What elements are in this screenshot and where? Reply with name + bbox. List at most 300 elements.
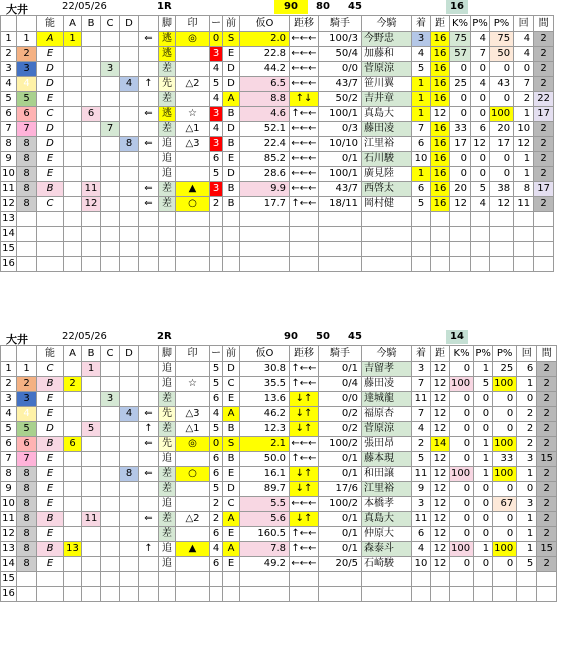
header-p: P%: [474, 346, 493, 362]
cell-kyori: ←←←: [290, 152, 319, 167]
cell-kishu: 0/1: [319, 152, 362, 167]
cell-a: [64, 257, 82, 272]
cell-kan: 2: [537, 392, 557, 407]
cell-kai: 2: [517, 422, 537, 437]
cell-mae: E: [223, 152, 240, 167]
cell-odds: 46.2: [240, 407, 290, 422]
header-n: [1, 346, 17, 362]
table-row: [1, 167, 554, 182]
cell-shirushi: ▲: [176, 182, 210, 197]
cell-c: 3: [101, 62, 120, 77]
cell-k: 33: [450, 122, 471, 137]
cell-odds: 8.8: [240, 92, 290, 107]
cell-c: [101, 407, 120, 422]
header-mae: 前: [223, 346, 240, 362]
cell-ima: 張田昂: [362, 437, 412, 452]
cell-p: 0: [474, 527, 493, 542]
cell-kan: 2: [537, 497, 557, 512]
cell-ima: 真島大: [362, 512, 412, 527]
cell-k: [450, 242, 471, 257]
header-shirushi: 印: [176, 16, 210, 32]
cell-kai: 1: [514, 167, 534, 182]
cell-odds: 35.5: [240, 377, 290, 392]
cell-kan: 2: [537, 557, 557, 572]
cell-odds: [240, 242, 290, 257]
cell-c: [101, 527, 120, 542]
cell-arrow: [139, 482, 159, 497]
cell-chaku: 4: [412, 422, 431, 437]
table-row: [1, 422, 557, 437]
cell-dash: [210, 242, 223, 257]
cell-kyaku: 差: [159, 527, 176, 542]
cell-kyaku: 差: [159, 512, 176, 527]
cell-arrow: [139, 257, 159, 272]
cell-mae: E: [223, 47, 240, 62]
cell-a: [64, 227, 82, 242]
cell-kan: [534, 227, 554, 242]
cell-b: [82, 242, 101, 257]
header-shirushi: 印: [176, 346, 210, 362]
cell-ima: 石川駿: [362, 152, 412, 167]
cell-kan: 2: [534, 152, 554, 167]
cell-kishu: 0/3: [319, 122, 362, 137]
cell-a: [64, 482, 82, 497]
cell-p: 1: [474, 542, 493, 557]
cell-kyori: ←←←: [290, 77, 319, 92]
cell-k: 0: [450, 557, 474, 572]
cell-n: 14: [1, 227, 17, 242]
cell-f: 7: [17, 452, 37, 467]
cell-kai: [517, 572, 537, 587]
cell-kyaku: 追: [159, 557, 176, 572]
cell-chaku: 9: [412, 482, 431, 497]
cell-arrow: ⇐: [139, 467, 159, 482]
cell-shirushi: [176, 452, 210, 467]
cell-kyori: ↑←←: [290, 107, 319, 122]
cell-mae: [223, 242, 240, 257]
table-row: [1, 572, 557, 587]
cell-b: [82, 377, 101, 392]
cell-arrow: [139, 152, 159, 167]
cell-kyori: ←←←: [290, 557, 319, 572]
cell-c: [101, 47, 120, 62]
cell-f: 8: [17, 182, 37, 197]
cell-kai: 0: [517, 392, 537, 407]
cell-kyaku: 先: [159, 437, 176, 452]
header-c: C: [101, 16, 120, 32]
cell-a: 2: [64, 377, 82, 392]
header-odds: 仮O: [240, 346, 290, 362]
cell-kyaku: 逃: [159, 47, 176, 62]
cell-f: 4: [17, 407, 37, 422]
cell-n: 12: [1, 527, 17, 542]
cell-chaku: [412, 227, 431, 242]
cell-kyori: ←←←: [290, 437, 319, 452]
cell-p: [471, 227, 490, 242]
cell-dash: 5: [210, 482, 223, 497]
cell-shirushi: [176, 47, 210, 62]
cell-f: [17, 242, 37, 257]
cell-k: 0: [450, 422, 474, 437]
cell-dist: [431, 587, 450, 602]
cell-f: 2: [17, 377, 37, 392]
cell-kan: 2: [537, 512, 557, 527]
cell-shirushi: [176, 482, 210, 497]
cell-dash: 4: [210, 122, 223, 137]
cell-odds: 2.1: [240, 437, 290, 452]
cell-odds: 5.6: [240, 512, 290, 527]
cell-dist: 12: [431, 392, 450, 407]
cell-p: 0: [474, 557, 493, 572]
cell-d: [120, 392, 139, 407]
cell-ima: [362, 257, 412, 272]
cell-b: [82, 47, 101, 62]
cell-p2: 0: [490, 152, 514, 167]
cell-ima: 福原杏: [362, 407, 412, 422]
cell-p2: 100: [493, 437, 517, 452]
cell-shirushi: [176, 62, 210, 77]
cell-a: [64, 452, 82, 467]
cell-b: [82, 557, 101, 572]
cell-kai: 1: [517, 527, 537, 542]
cell-a: [64, 107, 82, 122]
cell-kai: 4: [514, 32, 534, 47]
cell-k: 0: [450, 512, 474, 527]
cell-odds: [240, 227, 290, 242]
race-number: 1R: [157, 1, 172, 12]
cell-ima: [362, 212, 412, 227]
cell-kishu: 0/1: [319, 542, 362, 557]
cell-arrow: [139, 212, 159, 227]
cell-p: 0: [474, 407, 493, 422]
threshold-80: 80: [316, 1, 330, 12]
cell-ima: 藤本現: [362, 452, 412, 467]
cell-mae: B: [223, 452, 240, 467]
cell-a: [64, 512, 82, 527]
cell-f: 1: [17, 362, 37, 377]
cell-k: 57: [450, 47, 471, 62]
cell-nou: E: [37, 497, 64, 512]
table-row: [1, 182, 554, 197]
cell-kishu: 100/2: [319, 497, 362, 512]
cell-kishu: [319, 227, 362, 242]
cell-nou: B: [37, 542, 64, 557]
cell-dash: 5: [210, 77, 223, 92]
cell-kai: 1: [517, 467, 537, 482]
cell-dash: 2: [210, 197, 223, 212]
cell-dist: 16: [431, 47, 450, 62]
cell-d: [120, 152, 139, 167]
cell-p2: 0: [493, 557, 517, 572]
cell-nou: B: [37, 512, 64, 527]
cell-n: 11: [1, 512, 17, 527]
cell-f: 8: [17, 467, 37, 482]
cell-dist: 12: [431, 422, 450, 437]
cell-p: 0: [474, 482, 493, 497]
cell-dist: [431, 242, 450, 257]
cell-b: [82, 62, 101, 77]
cell-dash: [210, 587, 223, 602]
cell-f: 5: [17, 422, 37, 437]
cell-c: [101, 362, 120, 377]
cell-a: [64, 137, 82, 152]
header-ima: 今騎: [362, 16, 412, 32]
cell-kyori: ←←←: [290, 137, 319, 152]
cell-b: [82, 452, 101, 467]
header-kyori: 距移: [290, 346, 319, 362]
cell-ima: [362, 587, 412, 602]
header-d: D: [120, 346, 139, 362]
cell-dash: 4: [210, 92, 223, 107]
cell-n: 10: [1, 167, 17, 182]
table-row: [1, 407, 557, 422]
cell-kai: 6: [517, 362, 537, 377]
cell-kan: 2: [537, 482, 557, 497]
cell-d: [120, 587, 139, 602]
cell-ima: 和田譲: [362, 467, 412, 482]
cell-kyaku: 差: [159, 122, 176, 137]
table-row: [1, 77, 554, 92]
cell-f: 2: [17, 47, 37, 62]
cell-f: 8: [17, 527, 37, 542]
cell-kyaku: [159, 257, 176, 272]
cell-ima: 西啓太: [362, 182, 412, 197]
cell-kishu: 0/1: [319, 362, 362, 377]
header-dist: 距: [431, 16, 450, 32]
table-row: [1, 32, 554, 47]
cell-kyaku: 追: [159, 497, 176, 512]
cell-kishu: [319, 242, 362, 257]
cell-a: [64, 92, 82, 107]
cell-p2: 0: [493, 527, 517, 542]
cell-dash: 6: [210, 392, 223, 407]
cell-nou: D: [37, 137, 64, 152]
cell-d: 8: [120, 467, 139, 482]
cell-shirushi: △3: [176, 137, 210, 152]
cell-nou: C: [37, 362, 64, 377]
cell-k: [450, 587, 474, 602]
cell-b: 5: [82, 422, 101, 437]
cell-kyaku: 先: [159, 77, 176, 92]
cell-kyaku: 差: [159, 62, 176, 77]
cell-arrow: [139, 242, 159, 257]
cell-odds: 30.8: [240, 362, 290, 377]
cell-p: 0: [474, 497, 493, 512]
cell-f: 8: [17, 497, 37, 512]
cell-f: 5: [17, 92, 37, 107]
cell-dist: 16: [431, 92, 450, 107]
cell-arrow: [139, 572, 159, 587]
cell-dist: 12: [431, 362, 450, 377]
cell-f: 8: [17, 152, 37, 167]
cell-p: 1: [474, 452, 493, 467]
cell-p: 4: [471, 32, 490, 47]
cell-n: 14: [1, 557, 17, 572]
distance-header: 16: [446, 0, 468, 14]
cell-p: 0: [471, 167, 490, 182]
cell-p: 0: [471, 107, 490, 122]
cell-c: [101, 242, 120, 257]
cell-chaku: 7: [412, 407, 431, 422]
cell-odds: 89.7: [240, 482, 290, 497]
cell-dash: [210, 227, 223, 242]
cell-kishu: 0/0: [319, 392, 362, 407]
cell-c: [101, 257, 120, 272]
cell-a: [64, 497, 82, 512]
cell-b: [82, 257, 101, 272]
cell-kai: 12: [514, 137, 534, 152]
cell-shirushi: △1: [176, 122, 210, 137]
cell-k: 0: [450, 152, 471, 167]
cell-arrow: [139, 392, 159, 407]
cell-k: [450, 212, 471, 227]
cell-ima: 吉井章: [362, 92, 412, 107]
header-c: C: [101, 346, 120, 362]
cell-kan: 17: [534, 107, 554, 122]
cell-odds: 9.9: [240, 182, 290, 197]
cell-nou: D: [37, 122, 64, 137]
cell-kyori: ←←←: [290, 62, 319, 77]
cell-d: [120, 437, 139, 452]
cell-d: [120, 122, 139, 137]
cell-arrow: [139, 362, 159, 377]
cell-mae: A: [223, 92, 240, 107]
cell-p2: [490, 242, 514, 257]
cell-odds: [240, 587, 290, 602]
cell-dash: 5: [210, 422, 223, 437]
cell-odds: [240, 212, 290, 227]
cell-ima: [362, 242, 412, 257]
cell-arrow: [139, 377, 159, 392]
cell-kai: 1: [517, 377, 537, 392]
cell-kyaku: 追: [159, 452, 176, 467]
cell-nou: C: [37, 107, 64, 122]
cell-nou: [37, 212, 64, 227]
venue-label: 大井: [6, 3, 28, 16]
cell-k: 0: [450, 437, 474, 452]
cell-dist: 12: [431, 557, 450, 572]
cell-kyaku: 先: [159, 407, 176, 422]
cell-d: [120, 557, 139, 572]
cell-shirushi: ▲: [176, 542, 210, 557]
cell-n: 10: [1, 497, 17, 512]
cell-nou: [37, 572, 64, 587]
cell-dist: 16: [431, 137, 450, 152]
cell-n: 1: [1, 362, 17, 377]
cell-mae: A: [223, 542, 240, 557]
cell-kan: 2: [534, 122, 554, 137]
cell-a: [64, 587, 82, 602]
threshold-90: 90: [274, 0, 308, 14]
cell-mae: D: [223, 482, 240, 497]
cell-p2: 38: [490, 182, 514, 197]
header-odds: 仮O: [240, 16, 290, 32]
table-row: [1, 362, 557, 377]
race-table: [0, 15, 554, 272]
cell-dist: 12: [431, 497, 450, 512]
table-row: [1, 242, 554, 257]
cell-k: 0: [450, 482, 474, 497]
header-kyori: 距移: [290, 16, 319, 32]
cell-kyori: ←←←: [290, 122, 319, 137]
cell-d: [120, 242, 139, 257]
cell-nou: [37, 257, 64, 272]
cell-f: 8: [17, 137, 37, 152]
table-row: [1, 467, 557, 482]
cell-kyaku: [159, 227, 176, 242]
cell-chaku: 5: [412, 452, 431, 467]
cell-f: [17, 257, 37, 272]
cell-kishu: 100/2: [319, 437, 362, 452]
cell-odds: 28.6: [240, 167, 290, 182]
cell-a: [64, 422, 82, 437]
cell-kan: 17: [534, 182, 554, 197]
cell-kishu: 18/11: [319, 197, 362, 212]
cell-dash: 3: [210, 47, 223, 62]
header-nou: 能: [37, 346, 64, 362]
cell-a: [64, 62, 82, 77]
cell-p: 4: [471, 197, 490, 212]
cell-chaku: 5: [412, 197, 431, 212]
cell-dash: 3: [210, 182, 223, 197]
table-row: [1, 512, 557, 527]
cell-p: 1: [474, 362, 493, 377]
cell-a: 13: [64, 542, 82, 557]
cell-k: 0: [450, 527, 474, 542]
cell-nou: D: [37, 62, 64, 77]
cell-shirushi: [176, 212, 210, 227]
cell-kyori: ←←←: [290, 167, 319, 182]
race-date: 22/05/26: [62, 1, 107, 12]
cell-p2: 75: [490, 32, 514, 47]
cell-chaku: [412, 572, 431, 587]
cell-kan: 15: [537, 542, 557, 557]
cell-n: 13: [1, 542, 17, 557]
cell-k: 0: [450, 107, 471, 122]
cell-a: [64, 467, 82, 482]
cell-shirushi: ☆: [176, 377, 210, 392]
cell-a: [64, 407, 82, 422]
cell-kyaku: 差: [159, 182, 176, 197]
cell-mae: B: [223, 107, 240, 122]
cell-arrow: [139, 587, 159, 602]
cell-shirushi: △2: [176, 512, 210, 527]
header-chaku: 着: [412, 346, 431, 362]
table-row: [1, 452, 557, 467]
cell-k: 100: [450, 542, 474, 557]
cell-mae: D: [223, 167, 240, 182]
venue-label: 大井: [6, 333, 28, 346]
cell-dash: 6: [210, 152, 223, 167]
cell-ima: 達城龍: [362, 392, 412, 407]
cell-kan: [534, 257, 554, 272]
cell-n: 6: [1, 437, 17, 452]
cell-kyori: [290, 242, 319, 257]
cell-kai: 11: [514, 197, 534, 212]
cell-chaku: 7: [412, 122, 431, 137]
cell-kai: 0: [517, 482, 537, 497]
cell-c: [101, 452, 120, 467]
cell-n: 13: [1, 212, 17, 227]
cell-mae: D: [223, 62, 240, 77]
cell-p2: 33: [493, 452, 517, 467]
cell-nou: E: [37, 452, 64, 467]
cell-odds: 49.2: [240, 557, 290, 572]
cell-c: [101, 197, 120, 212]
cell-c: [101, 542, 120, 557]
cell-k: [450, 227, 471, 242]
cell-p2: 100: [490, 107, 514, 122]
